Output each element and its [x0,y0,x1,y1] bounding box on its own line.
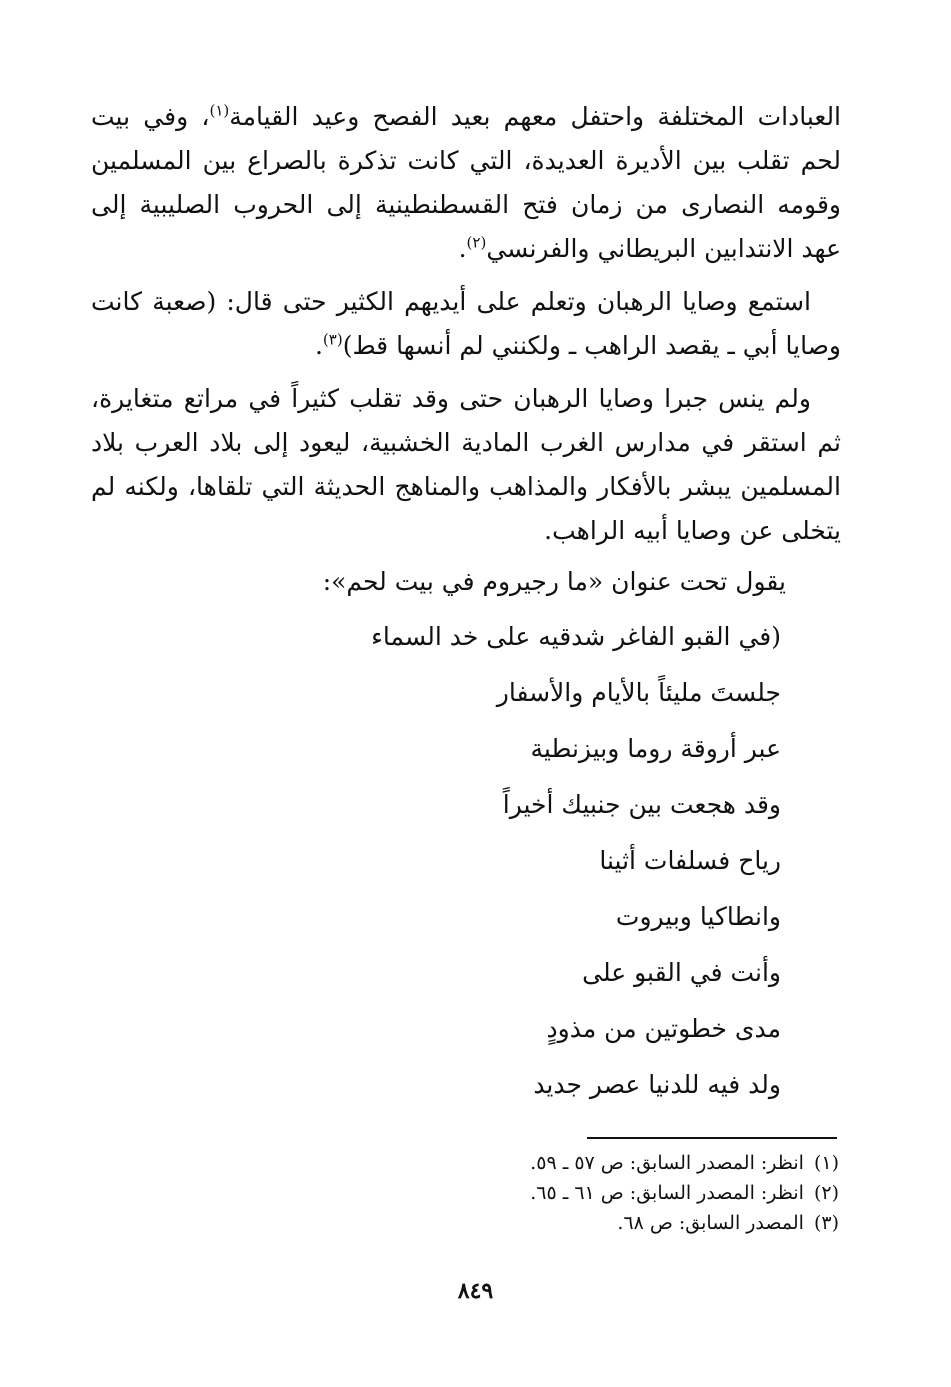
paragraph-1 [91,95,841,271]
poem-line: وانطاكيا وبيروت [615,902,781,931]
poem-line: ولد فيه للدنيا عصر جديد [533,1070,781,1099]
footnote-number: (٢) [813,1182,839,1204]
footnote-number: (٣) [813,1212,839,1234]
poem [371,617,781,1121]
poem-line: رياح فسلفات أثينا [599,846,781,875]
poem-line: وقد هجعت بين جنبيك أخيراً [502,790,781,819]
paragraph-1-end: . [458,234,467,263]
footnote-ref-3: (٣) [322,330,343,349]
poem-intro: يقول تحت عنوان «ما رجيروم في بيت لحم»: [322,567,786,596]
paragraph-2 [91,280,841,368]
poem-line: وأنت في القبو على [582,958,781,987]
paragraph-3-text: ولم ينس جبرا وصايا الرهبان حتى وقد تقلب كثيراً في مراتع متغايرة، ثم استقر في مدارس الغرب المادية الخشبية، ليعود إلى بلاد العرب بلاد المسلمين يبشر بالأفكار والمذاهب والمناهج الحديثة التي تلقاها، ولكنه لم يتخلى عن وصايا أبيه الراهب. [91,384,841,545]
poem-line: مدى خطوتين من مذودٍ [546,1014,781,1043]
paragraph-3 [91,377,841,553]
page-number: ٨٤٩ [457,1278,494,1304]
paragraph-1-text-a: العبادات المختلفة واحتفل معهم بعيد الفصح وعيد القيامة [229,102,842,131]
footnote-item [530,1208,839,1238]
paragraph-1-text-b: ، وفي بيت لحم تقلب بين الأديرة العديدة، التي كانت تذكرة بالصراع بين المسلمين وقومه النصارى من زمان فتح القسطنطينية إلى الحروب الصليبية إلى عهد الانتدابين البريطاني والفرنسي [91,102,841,263]
footnote-item [530,1148,839,1178]
footnote-text: انظر: المصدر السابق: ص ٥٧ ـ ٥٩. [530,1152,804,1174]
poem-line: جلستَ مليئاً بالأيام والأسفار [496,678,781,707]
footnote-item [530,1178,839,1208]
footnotes [530,1148,839,1238]
footnote-ref-1: (١) [209,101,230,120]
poem-line: (في القبو الفاغر شدقيه على خد السماء [371,622,781,651]
poem-line: عبر أروقة روما وبيزنطية [530,734,781,763]
paragraph-2-end: . [314,331,323,360]
footnote-number: (١) [813,1152,839,1174]
paragraph-2-text: استمع وصايا الرهبان وتعلم على أيديهم الكثير حتى قال: (صعبة كانت وصايا أبي ـ يقصد الراهب ـ ولكنني لم أنسها قط) [91,287,841,360]
footnote-ref-2: (٢) [466,233,487,252]
footnote-divider [587,1137,837,1139]
footnote-text: انظر: المصدر السابق: ص ٦١ ـ ٦٥. [530,1182,804,1204]
footnote-text: المصدر السابق: ص ٦٨. [617,1212,804,1234]
